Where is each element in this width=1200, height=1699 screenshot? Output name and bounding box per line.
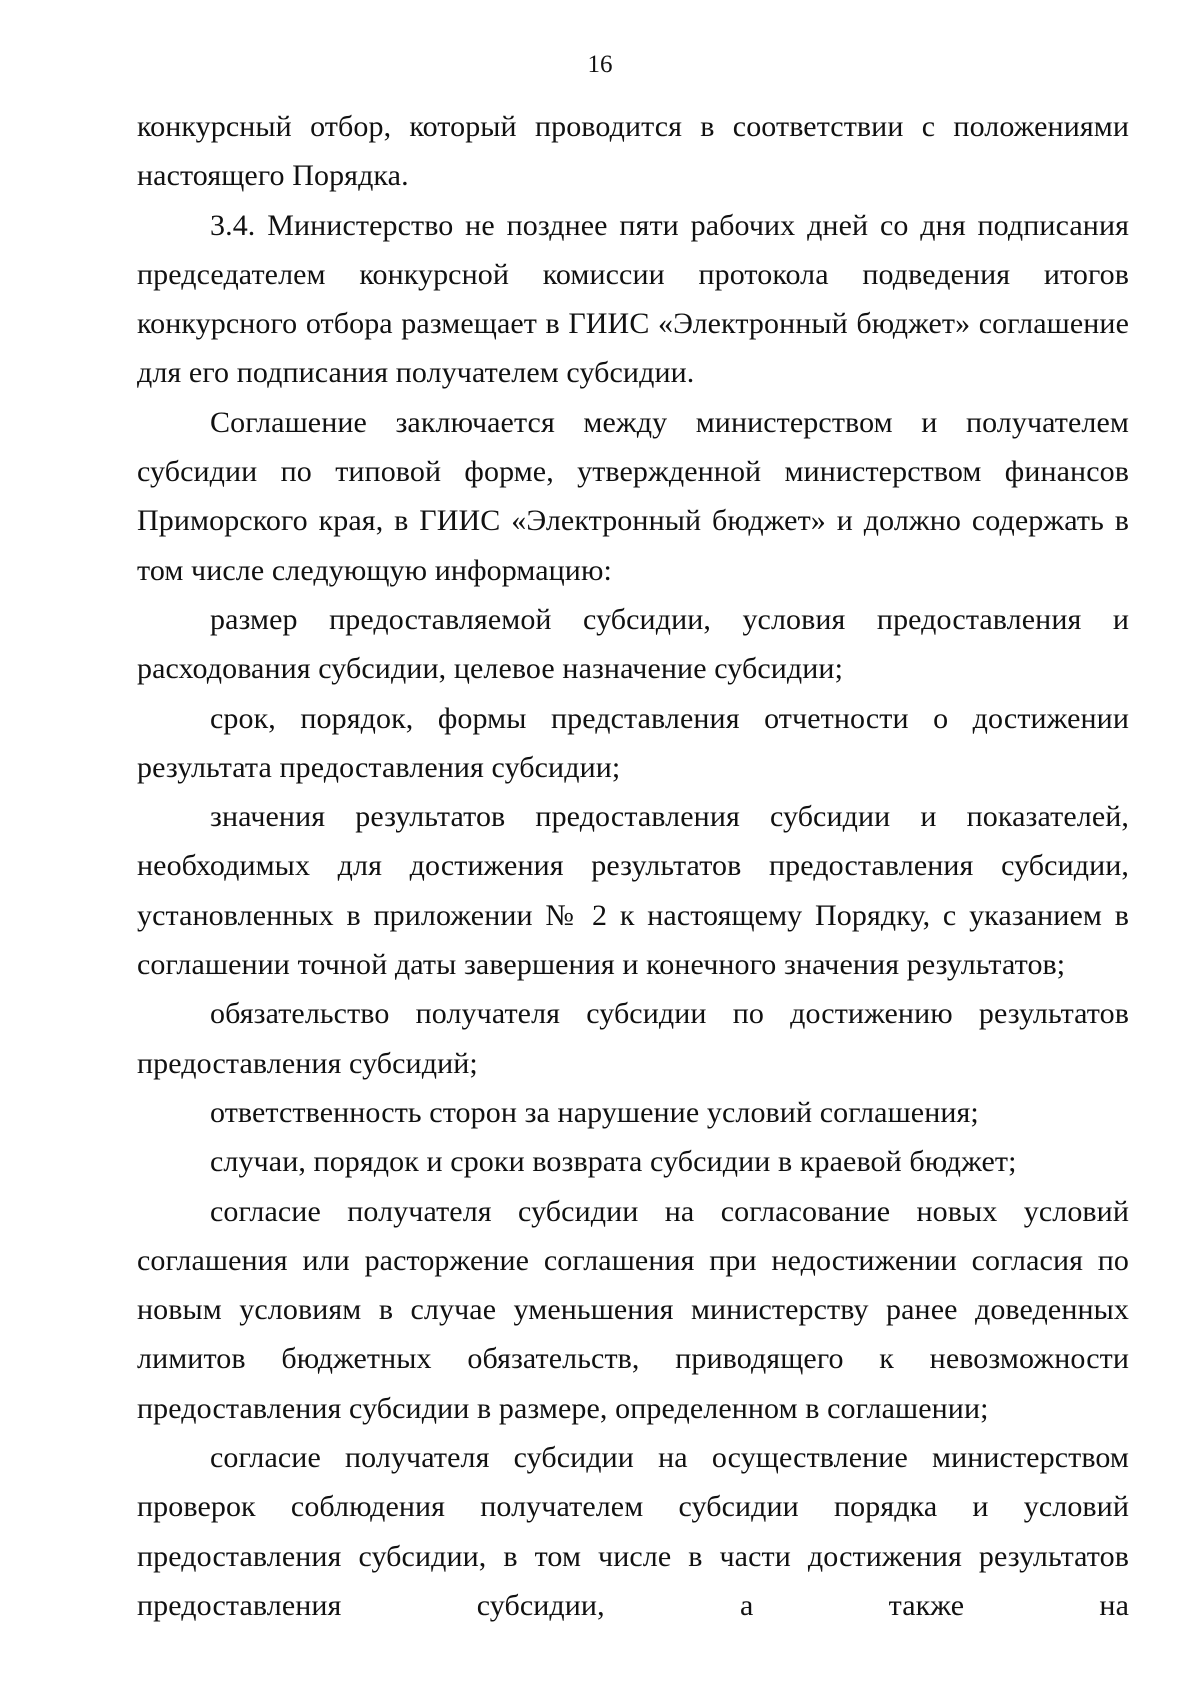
paragraph-agreement-intro: Соглашение заключается между министерством и получателем субсидии по типовой форме, утвержденной министерством финансов Приморского края, в ГИИС «Электронный бюджет» и должно содержать в том числе следующую информацию: bbox=[137, 405, 1129, 587]
list-item-reporting: срок, порядок, формы представления отчетности о достижении результата предоставления субсидии; bbox=[137, 701, 1129, 784]
page-number: 16 bbox=[587, 51, 613, 78]
paragraph-clause-3-4: 3.4. Министерство не позднее пяти рабочих дней со дня подписания председателем конкурсной комиссии протокола подведения итогов конкурсного отбора размещает в ГИИС «Электронный бюджет» соглашение для его подписания получателем субсидии. bbox=[137, 208, 1129, 390]
list-item-obligation: обязательство получателя субсидии по достижению результатов предоставления субсидий; bbox=[137, 997, 1129, 1080]
list-item-responsibility: ответственность сторон за нарушение условий соглашения; bbox=[210, 1095, 979, 1129]
list-item-consent-inspections: согласие получателя субсидии на осуществление министерством проверок соблюдения получателем субсидии порядка и условий предоставления субсидии, в том числе в части достижения результатов предоставления субсидии, а также на bbox=[137, 1441, 1129, 1622]
list-item-refund: случаи, порядок и сроки возврата субсидии в краевой бюджет; bbox=[210, 1145, 1017, 1179]
list-item-subsidy-amount: размер предоставляемой субсидии, условия предоставления и расходования субсидии, целевое назначение субсидии; bbox=[137, 602, 1129, 686]
list-item-consent-new-terms: согласие получателя субсидии на согласование новых условий соглашения или расторжение соглашения при недостижении согласия по новым условиям в случае уменьшения министерству ранее доведенных лимитов бюджетных обязательств, приводящего к невозможности предоставления субсидии в размере, определенном в соглашении; bbox=[137, 1194, 1129, 1425]
list-item-result-values: значения результатов предоставления субсидии и показателей, необходимых для достижения результатов предоставления субсидии, установленных в приложении № 2 к настоящему Порядку, с указанием в соглашении точной даты завершения и конечного значения результатов; bbox=[137, 800, 1129, 982]
paragraph-continuation: конкурсный отбор, который проводится в соответствии с положениями настоящего Порядка. bbox=[137, 110, 1129, 193]
document-body bbox=[137, 102, 1129, 1630]
